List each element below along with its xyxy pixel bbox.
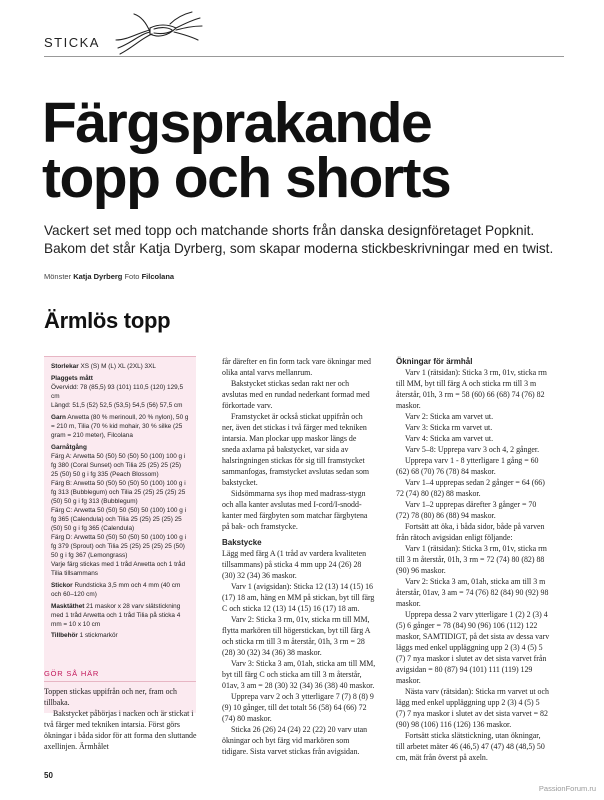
needles-row	[51, 582, 189, 600]
photo-label: Foto	[124, 272, 140, 281]
col3-paragraph: Varv 1 (rätsidan): Sticka 3 rm, 01v, sticka rm till MM, byt till färg A och sticka rm till 3 m återstår, 01h, 3 rm = 58 (60) 66 (68) 74 (76) 82 maskor.	[396, 368, 547, 410]
col3-paragraph: Upprepa varv 1 - 8 ytterligare 1 gång = 60 (62) 68 (70) 76 (78) 84 maskor.	[396, 456, 539, 476]
instructions-col3	[396, 356, 550, 763]
measure-bust: Övervidd: 78 (85,5) 93 (101) 110,5 (120) 129,5 cm	[51, 384, 184, 401]
yarn-label: Garn	[51, 414, 66, 422]
lead-paragraph: Vackert set med topp och matchande shorts från danska designföretaget Popknit. Bakom det står Katja Dyrberg, som skapar moderna stickbeskrivningar med en twist.	[44, 223, 554, 256]
notions-label: Tillbehör	[51, 632, 78, 640]
col3-paragraph: Nästa varv (rätsidan): Sticka rm varvet ut och lägg med enkel uppläggning upp 2 (3) 4 (5) 5 (7) 7 nya maskor i slutet av det sista varvet = 82 (90) 98 (106) 116 (126) 136 maskor.	[396, 687, 549, 729]
col2-paragraph: Lägg med färg A (1 tråd av vardera kvaliteten tillsammans) på sticka 4 mm upp 24 (26) 28 (30) 32 (34) 36 maskor.	[222, 549, 367, 580]
page-number: 50	[44, 771, 53, 780]
col2-paragraph: Sidsömmarna sys ihop med madrass-stygn och alla kanter avslutas med I-cord/I-snodd-kanter med färgbyten som matchar färgbytena på bak- och framstycke.	[222, 489, 368, 531]
article-title	[42, 91, 572, 210]
col3-line: Varv 5–8: Upprepa varv 3 och 4, 2 gånger.	[405, 445, 540, 454]
measure-length: Längd: 51,5 (52) 52,5 (53,5) 54,5 (56) 57,5 cm	[51, 402, 183, 410]
color-d: Färg D: Arwetta 50 (50) 50 (50) 50 (100) 100 g i fg 379 (Sprout) och Tilia 25 (25) 25 (25) 25 (50) 50 g i fg 367 (Lemongrass)	[51, 534, 186, 559]
gauge-value: 21 maskor x 28 varv slätstickning med 1 tråd Arwetta och 1 tråd Tilia på sticka 4 mm = 10 x 10 cm	[51, 602, 181, 628]
photo-credit: Filcolana	[141, 272, 175, 281]
title-line-1: Färgsprakande	[42, 91, 432, 155]
instructions-rule	[44, 681, 196, 682]
color-c: Färg C: Arwetta 50 (50) 50 (50) 50 (100) 100 g i fg 365 (Calendula) och Tilia 25 (25) 25 (25) 25 (50) 50 g i fg 365 (Calendula)	[51, 507, 186, 532]
col2-paragraph: Varv 3: Sticka 3 am, 01ah, sticka am till MM, byt till färg C och sticka am till 3 m återstår, 01av, 3 am = 28 (30) 32 (34) 36 (38) 40 maskor.	[222, 659, 376, 690]
section-title: Ärmlös topp	[44, 308, 171, 333]
col3-line: Varv 3: Sticka rm varvet ut.	[405, 423, 493, 432]
sizes-row	[51, 363, 189, 372]
title-line-2: topp och shorts	[42, 146, 451, 210]
back-intro-paragraph: Bakstycket påbörjas i nacken och är stickat i två färger med tekniken intarsia. Först görs ökningar i båda sidor för att forma den sluttande axellinjen. Ärmhålet	[44, 709, 197, 751]
intro-paragraph: Toppen stickas uppifrån och ner, fram och tillbaka.	[44, 687, 178, 707]
col2-paragraph: Bakstycket stickas sedan rakt ner och avslutas med en rundad nederkant formad med förkortade varv.	[222, 379, 370, 410]
needles-label: Stickor	[51, 581, 73, 589]
col3-paragraph: Varv 1 (rätsidan): Sticka 3 rm, 01v, sticka rm till 3 m återstår, 01h, 3 rm = 72 (74) 80 (82) 88 (90) 96 maskor.	[396, 544, 547, 575]
subheading-back: Bakstycke	[222, 538, 262, 547]
subheading-armhole: Ökningar för ärmhål	[396, 357, 473, 366]
gauge-row	[51, 603, 189, 630]
yarn-skein-icon	[110, 10, 205, 60]
gauge-label: Masktäthet	[51, 602, 85, 610]
needles-value: Rundsticka 3,5 mm och 4 mm (40 cm och 60–120 cm)	[51, 581, 181, 598]
sizes-value: XS (S) M (L) XL (2XL) 3XL	[80, 363, 156, 370]
col2-paragraph: Upprepa varv 2 och 3 ytterligare 7 (7) 8 (8) 9 (9) 10 gånger, till det totalt 56 (58) 64 (66) 72 (74) 80 maskor.	[222, 692, 374, 723]
col3-line: Varv 2: Sticka am varvet ut.	[405, 412, 494, 421]
watermark: PassionForum.ru	[538, 784, 596, 793]
col2-paragraph: får därefter en fin form tack vare ökningar med olika antal varvs mellanrum.	[222, 357, 371, 377]
pattern-label: Mönster	[44, 272, 72, 281]
sizes-label: Storlekar	[51, 363, 79, 370]
col2-paragraph: Varv 1 (avigsidan): Sticka 12 (13) 14 (15) 16 (17) 18 am, häng en MM på stickan, byt till färg C och sticka 12 (13) 14 (15) 16 (17) 18 am.	[222, 582, 375, 613]
yarn-usage-label: Garnåtgång	[51, 443, 87, 451]
col3-paragraph: Varv 1–4 upprepas sedan 2 gånger = 64 (66) 72 (74) 80 (82) 88 maskor.	[396, 478, 545, 498]
col3-paragraph: Varv 2: Sticka 3 am, 01ah, sticka am till 3 m återstår, 01av, 3 am = 74 (76) 82 (84) 90 (92) 98 maskor.	[396, 577, 549, 608]
col3-paragraph: Varv 1–2 upprepas därefter 3 gånger = 70 (72) 78 (80) 86 (88) 94 maskor.	[396, 500, 537, 520]
col3-line: Varv 4: Sticka am varvet ut.	[405, 434, 494, 443]
col3-paragraph: Upprepa dessa 2 varv ytterligare 1 (2) 2 (3) 4 (5) 6 gånger = 78 (84) 90 (96) 106 (112) 122 maskor, SAMTIDIGT, på det sista av dessa varv läggs med enkel uppläggning upp 2 (3) 4 (5) 5 (7) 7 nya maskor i slutet av det sista varvet från avigsidan = 80 (87) 94 (101) 111 (119) 129 maskor.	[396, 610, 550, 685]
header-rule	[44, 56, 564, 57]
col2-paragraph: Sticka 26 (26) 24 (24) 22 (22) 20 varv utan ökningar och byt färg vid markören som tidigare. Sista varvet stickas från avigsidan.	[222, 725, 368, 756]
measurements-block	[51, 375, 189, 411]
notions-row	[51, 632, 189, 641]
col3-paragraph: Fortsätt sticka slätstickning, utan ökningar, till arbetet mäter 46 (46,5) 47 (47) 48 (48,5) 50 cm, mät från överst på axeln.	[396, 731, 545, 762]
instructions-heading: GÖR SÅ HÄR	[44, 669, 100, 678]
credits-line	[44, 272, 174, 281]
measure-label: Plaggets mått	[51, 374, 93, 382]
col2-paragraph: Framstycket är också stickat uppifrån och ner, även det stickas i två färger med tekniken intarsia. Man plockar upp maskor längs de sneda axlarna på bakstycket, var sida av halsringningen stickas för sig till framstycket sammanfogas, framstycket avslutas sedan som bakstycket.	[222, 412, 370, 487]
instructions-col2	[222, 356, 376, 757]
yarn-value: Arwetta (80 % merinoull, 20 % nylon), 50 g = 210 m, Tilia (70 % kid mohair, 30 % silke (25 gram = 210 meter), Filcolana	[51, 414, 189, 439]
yarn-usage-block	[51, 444, 189, 579]
col3-paragraph: Fortsätt att öka, i båda sidor, både på varven från rätoch avigsidan enligt följande:	[396, 522, 545, 542]
pattern-designer: Katja Dyrberg	[73, 272, 123, 281]
strand-note: Varje färg stickas med 1 tråd Arwetta och 1 tråd Tilia tillsammans	[51, 561, 186, 578]
yarn-row	[51, 414, 189, 441]
color-a: Färg A: Arwetta 50 (50) 50 (50) 50 (100) 100 g i fg 380 (Coral Sunset) och Tilia 25 (25) 25 (25) 25 (50) 50 g i fg 335 (Peach Blossom)	[51, 453, 186, 478]
color-b: Färg B: Arwetta 50 (50) 50 (50) 50 (100) 100 g i fg 313 (Bubblegum) och Tilia 25 (25) 25 (25) 25 (50) 50 g i fg 313 (Bubblegum)	[51, 480, 186, 505]
section-tag: STICKA	[44, 35, 100, 50]
instructions-col1	[44, 686, 198, 752]
col2-paragraph: Varv 2: Sticka 3 rm, 01v, sticka rm till MM, flytta markören till högerstickan, byt till färg A och sticka rm till 3 m återstår, 01h, 3 rm = 28 (28) 30 (32) 34 (36) 38 maskor.	[222, 615, 370, 657]
notions-value: 1 stickmarkör	[79, 632, 118, 640]
materials-box	[44, 356, 196, 713]
